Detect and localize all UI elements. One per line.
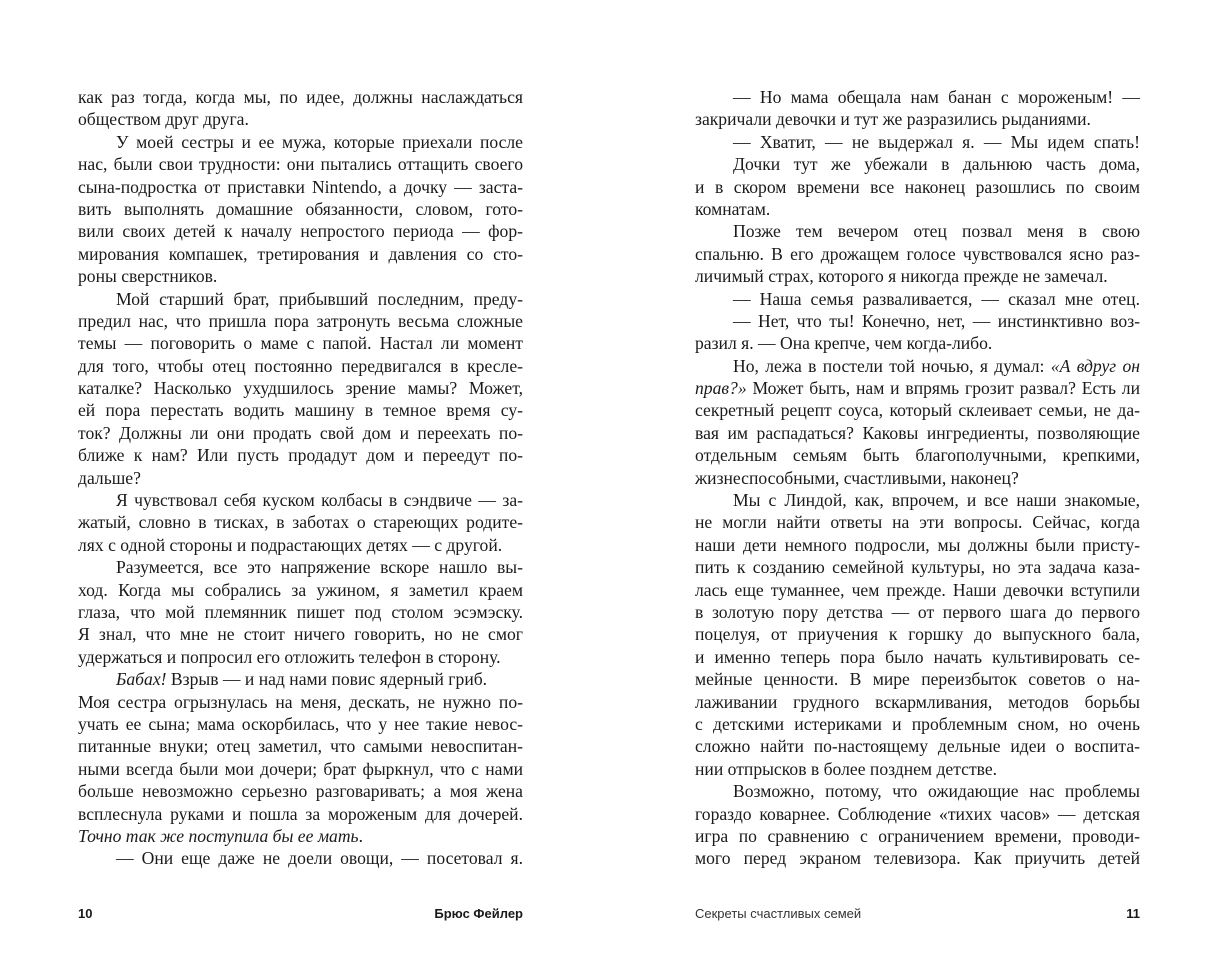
- text-line: сложно найти по-настоящему дельные идеи о воспита-: [695, 736, 1140, 757]
- text-line: ными всегда были мои дочери; брат фыркнул, что с нами: [78, 758, 523, 779]
- text-line: с детскими истериками и проблемным сном, но очень: [695, 713, 1140, 734]
- text-line: Я чувствовал себя куском колбасы в сэндвиче — за-: [116, 490, 523, 511]
- left-page-body: [78, 86, 523, 870]
- text-line: закричали девочки и тут же разразились рыданиями.: [695, 109, 1091, 130]
- text-line: У моей сестры и ее мужа, которые приехали после: [116, 131, 523, 152]
- text-line: отдельным семьям быть благополучными, крепкими,: [695, 445, 1140, 466]
- text-line: лаживании грудного вскармливания, методов борьбы: [695, 691, 1140, 712]
- text-line: Возможно, потому, что ожидающие нас проблемы: [733, 781, 1140, 802]
- right-page-body: [695, 86, 1140, 870]
- text-line: мирования компашек, третирования и давления со сто-: [78, 243, 523, 264]
- text-line: Я знал, что мне не стоит ничего говорить, но не смог: [78, 624, 523, 645]
- text-line: ход. Когда мы собрались за ужином, я заметил краем: [78, 579, 523, 600]
- text-line: темы — поговорить о маме с папой. Настал ли момент: [78, 333, 523, 354]
- text-line: и именно теперь пора было начать культивировать се-: [695, 646, 1140, 667]
- page-number: 11: [1126, 906, 1140, 921]
- text-line: личимый страх, которого я никогда прежде не замечал.: [695, 266, 1108, 287]
- text-line: Точно так же поступила бы ее мать.: [78, 825, 363, 846]
- text-line: каталке? Насколько ухудшилось зрение мамы? Может,: [78, 378, 523, 399]
- text-line: нии отпрысков в более позднем детстве.: [695, 758, 998, 779]
- text-line: и в скором времени все наконец разошлись по своим: [695, 176, 1140, 197]
- text-line: для того, чтобы отец постоянно передвигался в кресле-: [78, 355, 523, 376]
- text-line: игра по сравнению с ограничением времени, проводи-: [695, 825, 1140, 846]
- text-line: Позже тем вечером отец позвал меня в свою: [733, 221, 1140, 242]
- text-line: жатый, словно в тисках, в заботах о стареющих родите-: [78, 512, 523, 533]
- text-line: жизнеспособными, счастливыми, наконец?: [695, 467, 1019, 488]
- text-line: лях с одной стороны и подрастающих детях — с другой.: [78, 534, 503, 555]
- text-line: нас, были свои трудности: они пытались оттащить своего: [78, 154, 523, 175]
- text-line: вая им распадаться? Каковы ингредиенты, позволяющие: [695, 422, 1140, 443]
- text-line: удержаться и попросил его отложить телефон в сторону.: [78, 646, 501, 667]
- text-line: — Хватит, — не выдержал я. — Мы идем спать!: [733, 131, 1140, 152]
- running-head-title: Секреты счастливых семей: [695, 906, 862, 921]
- text-line: Мой старший брат, прибывший последним, преду-: [116, 288, 523, 309]
- text-line: учать ее сына; мама оскорбилась, что у нее такие невос-: [78, 713, 523, 734]
- text-line: ток? Должны ли они продать свой дом и переехать по-: [78, 422, 523, 443]
- text-line: больше невозможно серьезно разговаривать; а моя жена: [78, 781, 523, 802]
- text-line: глаза, что мой племянник пишет под столом эсэмэску.: [78, 601, 523, 622]
- text-line: в золотую пору детства — от первого шага до первого: [695, 601, 1140, 622]
- text-line: мого перед экраном телевизора. Как приучить детей: [695, 848, 1140, 869]
- text-line: разил я. — Она крепче, чем когда-либо.: [695, 333, 993, 354]
- text-line: Но, лежа в постели той ночью, я думал: «А вдруг он: [733, 355, 1140, 376]
- text-line: всплеснула руками и пошла за мороженым для дочерей.: [78, 803, 523, 824]
- text-line: предил нас, что пришла пора затронуть весьма сложные: [78, 310, 523, 331]
- text-line: поцелуя, от приучения к горшку до выпускного бала,: [695, 624, 1140, 645]
- text-line: питанные внуки; отец заметил, что самыми невоспитан-: [78, 736, 523, 757]
- text-line: дальше?: [78, 467, 141, 488]
- text-line: Дочки тут же убежали в дальнюю часть дома,: [733, 154, 1140, 175]
- text-line: секретный рецепт соуса, который склеивает семьи, не да-: [695, 400, 1140, 421]
- text-line: гораздо коварнее. Соблюдение «тихих часов» — детская: [695, 803, 1140, 824]
- text-line: прав?» Может быть, нам и впрямь грозит развал? Есть ли: [695, 378, 1140, 399]
- text-line: вили своих детей к началу непростого периода — фор-: [78, 221, 523, 242]
- running-head-author: Брюс Фейлер: [434, 906, 523, 921]
- text-line: — Но мама обещала нам банан с мороженым! —: [733, 87, 1140, 107]
- text-line: мейные ценности. В мире переизбыток советов о на-: [695, 669, 1140, 690]
- text-line: ближе к нам? Или пусть продадут дом и переедут по-: [78, 445, 523, 466]
- text-line: Моя сестра огрызнулась на меня, дескать, не нужно по-: [78, 691, 523, 712]
- text-line: — Нет, что ты! Конечно, нет, — инстинктивно воз-: [733, 310, 1140, 331]
- page-number: 10: [78, 906, 93, 921]
- text-line: лась еще туманнее, чем прежде. Наши девочки вступили: [695, 579, 1140, 600]
- text-line: вить выполнять домашние обязанности, словом, гото-: [78, 198, 523, 219]
- text-line: Мы с Линдой, как, впрочем, и все наши знакомые,: [733, 490, 1140, 511]
- text-line: — Наша семья разваливается, — сказал мне отец.: [733, 288, 1140, 309]
- text-line: сына-подростка от приставки Nintendo, а дочку — заста-: [78, 176, 523, 197]
- text-line: ей пора перестать водить машину в темное время су-: [78, 400, 523, 421]
- text-line: Разумеется, все это напряжение вскоре нашло вы-: [116, 557, 523, 578]
- right-page: [607, 0, 1214, 970]
- text-line: наши дети немного подросли, мы должны были присту-: [695, 534, 1140, 555]
- text-line: комнатам.: [695, 198, 771, 219]
- text-line: спальню. В его дрожащем голосе чувствовался ясно раз-: [695, 243, 1140, 264]
- text-line: как раз тогда, когда мы, по идее, должны наслаждаться: [78, 87, 523, 107]
- text-line: — Они еще даже не доели овощи, — посетовал я.: [116, 848, 523, 869]
- text-line: роны сверстников.: [78, 266, 218, 287]
- text-line: обществом друг друга.: [78, 109, 249, 130]
- text-line: не могли найти ответы на эти вопросы. Сейчас, когда: [695, 512, 1140, 533]
- text-line: Бабах! Взрыв — и над нами повис ядерный гриб.: [116, 669, 488, 690]
- text-line: пить к созданию семейной культуры, но эта задача каза-: [695, 557, 1140, 578]
